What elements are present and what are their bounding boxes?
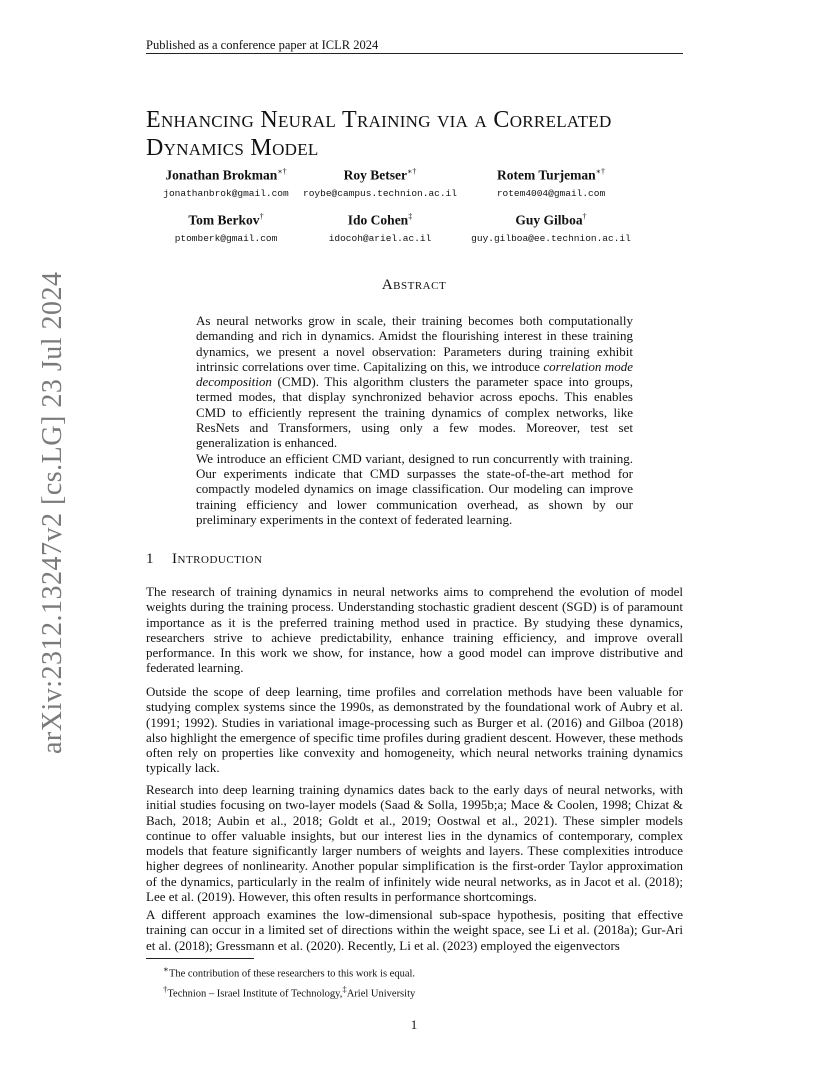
author-name: Rotem Turjeman∗† bbox=[496, 167, 606, 183]
author-email[interactable]: ptomberk@gmail.com bbox=[174, 232, 278, 244]
author-email[interactable]: roybe@campus.technion.ac.il bbox=[303, 187, 457, 199]
title-line-1: Enhancing Neural Training via a Correlated bbox=[146, 107, 612, 133]
section-heading bbox=[146, 551, 262, 568]
page-number: 1 bbox=[410, 1017, 418, 1032]
author-name: Ido Cohen‡ bbox=[347, 212, 413, 228]
author-email[interactable]: rotem4004@gmail.com bbox=[496, 187, 606, 199]
author-block bbox=[280, 163, 480, 201]
author-block bbox=[451, 163, 651, 201]
footnote-rule bbox=[146, 958, 254, 959]
paper-title bbox=[146, 106, 706, 162]
intro-paragraph: Research into deep learning training dynamics dates back to the early days of neural networks, with initial studies focusing on two-layer models (Saad & Solla, 1995b;a; Mace & Coolen, 1998; Chizat & Bach, 2018; Aubin et al., 2018; Goldt et al., 2019; Oostwal et al., 2021). These simpler models continue to offer valuable insights, but our interest lies in the dynamics of contemporary, complex models that feature significantly larger numbers of weights and layers. These complexities introduce higher degrees of nonlinearity. Another popular simplification is the first-order Taylor approximation of the dynamics, particularly in the realm of infinitely wide neural networks, as in Jacot et al. (2018); Lee et al. (2019). However, this often results in performance shortcomings. bbox=[146, 782, 683, 905]
header-rule bbox=[146, 53, 683, 54]
abstract-body bbox=[196, 313, 633, 527]
footnote: ∗The contribution of these researchers to this work is equal. bbox=[163, 964, 416, 980]
abstract-paragraph-2: We introduce an efficient CMD variant, designed to run concurrently with training. Our experiments indicate that CMD surpasses the state-of-the-art method for compactly modeled dynamics on image classification. Our modeling can improve training efficiency and lower communication overhead, as shown by our preliminary experiments in the context of federated learning. bbox=[196, 450, 633, 527]
intro-paragraph: Outside the scope of deep learning, time profiles and correlation methods have been valuable for studying complex systems since the 1990s, as demonstrated by the foundational work of Aubry et al. (1991; 1992). Studies in variational image-processing such as Burger et al. (2016) and Gilboa (2018) also highlight the emergence of specific time profiles during gradient descent. However, these methods often rely on properties like convexity and homogeneity, which neural networks training dynamics typically lack. bbox=[146, 684, 683, 776]
author-email[interactable]: guy.gilboa@ee.technion.ac.il bbox=[471, 232, 631, 244]
author-name: Jonathan Brokman∗† bbox=[165, 167, 287, 183]
author-block bbox=[280, 208, 480, 246]
author-name: Roy Betser∗† bbox=[343, 167, 417, 183]
section-title: Introduction bbox=[172, 551, 263, 567]
author-name: Guy Gilboa† bbox=[515, 212, 587, 228]
abstract-paragraph-1: As neural networks grow in scale, their training becomes both computationally demanding and rich in dynamics. Amidst the flourishing interest in these training dynamics, we present a novel observation: Parameters during training exhibit intrinsic correlations over time. Capitalizing on this, we introduce correlation mode decomposition (CMD). This algorithm clusters the parameter space into groups, termed modes, that display synchronized behavior across epochs. This enables CMD to efficiently represent the training dynamics of complex networks, like ResNets and Transformers, using only a few modes. Moreover, test set generalization is enhanced. bbox=[196, 313, 634, 451]
author-email[interactable]: idocoh@ariel.ac.il bbox=[328, 232, 432, 244]
title-line-2: Dynamics Model bbox=[146, 135, 319, 161]
footnote: †Technion – Israel Institute of Technology,‡Ariel University bbox=[163, 983, 416, 999]
section-number: 1 bbox=[146, 551, 154, 567]
abstract-heading: Abstract bbox=[381, 277, 447, 293]
running-header: Published as a conference paper at ICLR 2024 bbox=[146, 38, 379, 52]
arxiv-identifier[interactable]: arXiv:2312.13247v2 [cs.LG] 23 Jul 2024 bbox=[37, 271, 68, 754]
intro-paragraph: The research of training dynamics in neural networks aims to comprehend the evolution of model weights during the training process. Understanding stochastic gradient descent (SGD) is of paramount importance as it is the preferred training method used in practice. By studying these dynamics, researchers strive to achieve predictability, enhance training efficiency, and improve overall performance. In this work we show, for instance, how a good model can improve distributive and federated learning. bbox=[146, 584, 683, 676]
footnotes bbox=[163, 962, 415, 1001]
author-name: Tom Berkov† bbox=[188, 212, 264, 228]
author-email[interactable]: jonathanbrok@gmail.com bbox=[163, 187, 289, 199]
author-block bbox=[451, 208, 651, 246]
intro-paragraph: A different approach examines the low-dimensional sub-space hypothesis, positing that effective training can occur in a limited set of directions within the weight space, see Li et al. (2018a); Gur-Ari et al. (2018); Gressmann et al. (2020). Recently, Li et al. (2023) employed the eigenvectors bbox=[146, 907, 683, 953]
